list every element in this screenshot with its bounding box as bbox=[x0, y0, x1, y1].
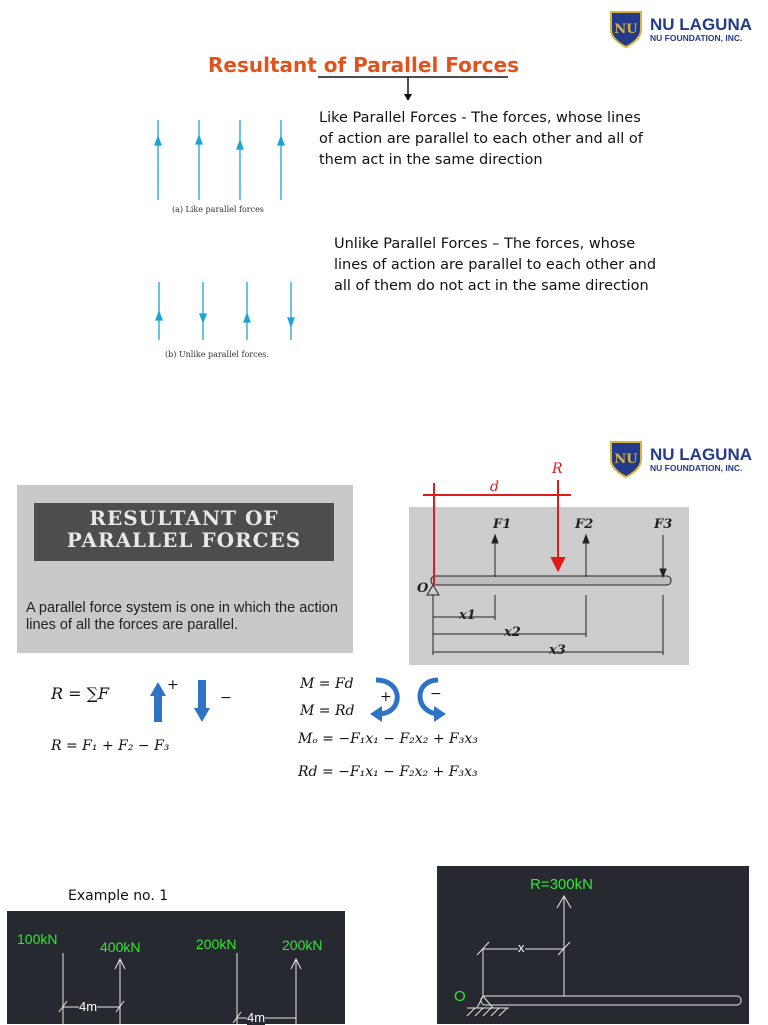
force-label-2: 400kN bbox=[100, 939, 141, 955]
book-text: A parallel force system is one in which the action lines of all the forces are parallel. bbox=[26, 600, 338, 633]
like-caption: (a) Like parallel forces bbox=[172, 205, 264, 214]
x1-label: x1 bbox=[459, 608, 476, 623]
book-heading bbox=[34, 503, 334, 561]
eq-m1: M = Fd bbox=[300, 676, 354, 692]
o-label: O bbox=[417, 581, 429, 596]
example-label: Example no. 1 bbox=[68, 888, 169, 904]
example-diagram-panel bbox=[7, 911, 345, 1024]
eq-r: R = F₁ + F₂ − F₃ bbox=[51, 738, 170, 754]
beam-diagram bbox=[409, 455, 699, 670]
eq-m2: M = Rd bbox=[300, 703, 355, 719]
dim-label-1: 4m bbox=[79, 999, 98, 1014]
plus-sign: + bbox=[167, 677, 179, 693]
x2-label: x2 bbox=[504, 625, 521, 640]
book-excerpt-photo bbox=[17, 485, 353, 653]
f2-label: F2 bbox=[575, 517, 594, 532]
unlike-parallel-forces-figure bbox=[150, 280, 300, 345]
result-lines bbox=[437, 866, 749, 1024]
x3-label: x3 bbox=[549, 643, 566, 658]
minus-sign: − bbox=[220, 690, 232, 706]
unlike-caption: (b) Unlike parallel forces. bbox=[165, 350, 269, 359]
force-label-1: 100kN bbox=[17, 931, 58, 947]
down-arrow-icon bbox=[190, 678, 220, 726]
d-label: d bbox=[490, 479, 499, 495]
force-label-3: 200kN bbox=[196, 936, 237, 952]
x-distance-label: x bbox=[518, 940, 525, 955]
like-parallel-text: Like Parallel Forces - The forces, whose lines of action are parallel to each other and all of them act in the same direction bbox=[319, 110, 643, 168]
resultant-label: R=300kN bbox=[530, 876, 593, 893]
logo-main-text-2: NU LAGUNA bbox=[650, 444, 752, 464]
dim-label-2: 4m bbox=[247, 1010, 266, 1025]
result-diagram-panel bbox=[437, 866, 749, 1024]
logo-sub-text: NU FOUNDATION, INC. bbox=[650, 32, 743, 43]
r-label: R bbox=[552, 461, 563, 477]
plus-sign-moment: + bbox=[380, 689, 392, 705]
slide-title: Resultant of Parallel Forces bbox=[208, 53, 520, 77]
unlike-parallel-text: Unlike Parallel Forces – The forces, whose lines of action are parallel to each other and all of them do not act in the same direction bbox=[334, 236, 657, 294]
origin-label: O bbox=[454, 988, 466, 1005]
title-underline-arrow bbox=[318, 74, 508, 104]
book-heading-line-1: RESULTANT OF bbox=[89, 506, 279, 530]
logo-sub-text-2: NU FOUNDATION, INC. bbox=[650, 462, 743, 473]
nu-laguna-logo bbox=[608, 10, 752, 48]
svg-text:NU: NU bbox=[614, 452, 638, 467]
force-label-4: 200kN bbox=[282, 937, 323, 953]
minus-sign-moment: − bbox=[430, 686, 442, 702]
book-heading-line-2: PARALLEL FORCES bbox=[66, 528, 302, 552]
f1-label: F1 bbox=[493, 517, 512, 532]
example-force-lines bbox=[7, 911, 345, 1024]
shield-icon bbox=[608, 10, 644, 48]
eq-rd: Rd = −F₁x₁ − F₂x₂ + F₃x₃ bbox=[298, 764, 478, 780]
f3-label: F3 bbox=[654, 517, 673, 532]
eq-sum: R = ∑F bbox=[51, 684, 110, 703]
svg-text:NU: NU bbox=[614, 22, 638, 37]
eq-mo: Mₒ = −F₁x₁ − F₂x₂ + F₃x₃ bbox=[298, 731, 478, 747]
logo-main-text: NU LAGUNA bbox=[650, 14, 752, 34]
like-parallel-forces-figure bbox=[150, 115, 290, 205]
